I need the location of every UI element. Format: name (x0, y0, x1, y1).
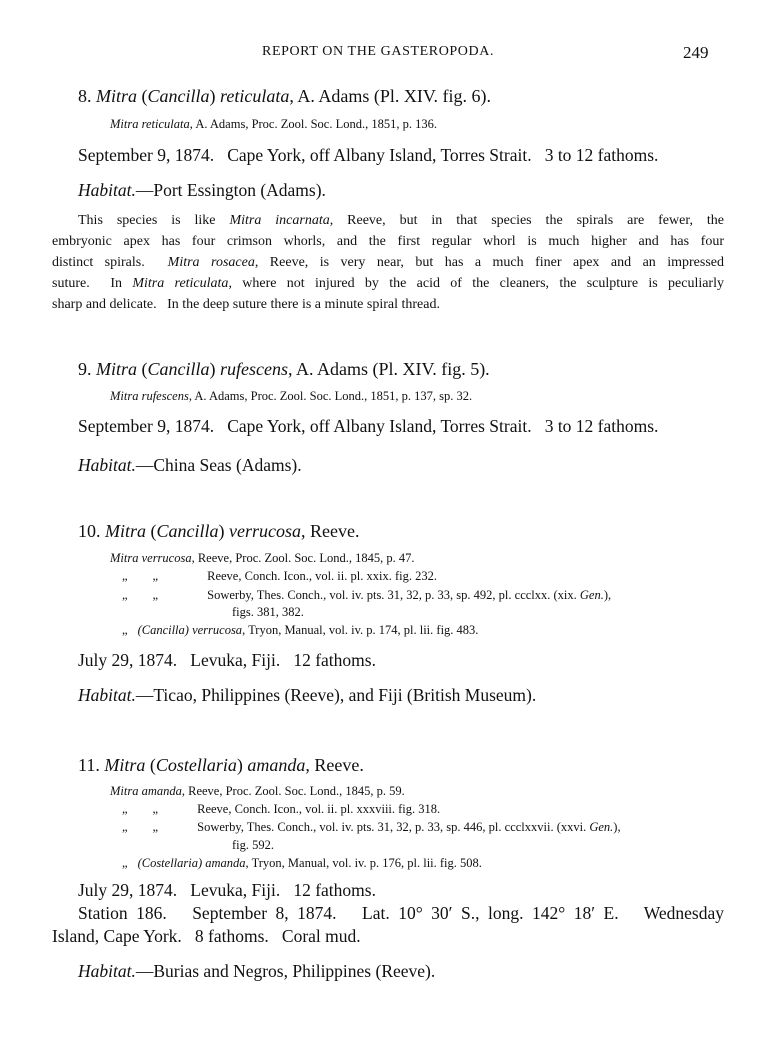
entry-heading: 11. Mitra (Costellaria) amanda, Reeve. (78, 755, 364, 775)
description-line (52, 276, 724, 292)
genus-abbrev: Gen. (589, 820, 614, 834)
synonym-ref: A. Adams, Proc. Zool. Soc. Lond., 1851, p. 136. (195, 117, 437, 131)
station-record (78, 145, 658, 166)
habitat-text: —Port Essington (Adams). (135, 180, 326, 200)
genus: Mitra (104, 755, 146, 775)
synonym-ref: A. Adams, Proc. Zool. Soc. Lond., 1851, p. 137, sp. 32. (194, 389, 473, 403)
habitat-text: —China Seas (Adams). (135, 455, 302, 475)
record-text: July 29, 1874. Levuka, Fiji. 12 fathoms. (78, 880, 376, 900)
habitat-line (78, 685, 536, 706)
entry-heading: 10. Mitra (Cancilla) verrucosa, Reeve. (78, 521, 360, 541)
authority: A. Adams (Pl. XIV. fig. 5). (296, 359, 490, 379)
subgenus: Cancilla (147, 86, 210, 106)
synonymy-line (122, 588, 611, 603)
genus: Mitra (96, 359, 138, 379)
desc-text: suture. In (52, 276, 133, 291)
subgenus: Cancilla (156, 521, 219, 541)
subgenus: Cancilla (147, 359, 210, 379)
genus-abbrev: Gen. (579, 588, 604, 602)
description-line (52, 213, 724, 229)
synonym-ref: Sowerby, Thes. Conch., vol. iv. pts. 31, 32, p. 33, sp. 492, pl. ccclxx. (xix. (207, 588, 580, 602)
desc-species: Mitra incarnata (229, 213, 330, 228)
synonym-ref-end: ), (603, 588, 612, 602)
synonym-name: Mitra verrucosa (110, 551, 192, 565)
record-text: Island, Cape York. 8 fathoms. Coral mud. (52, 926, 361, 946)
desc-text: embryonic apex has four crimson whorls, and the first regular whorl is much higher and has four (52, 234, 724, 249)
synonym-name: Mitra reticulata (110, 117, 190, 131)
habitat-line (78, 180, 326, 201)
synonym-ref-end: ), (613, 820, 621, 834)
page-number: 249 (683, 43, 709, 62)
synonym-ref: Reeve, Conch. Icon., vol. ii. pl. xxxviii. fig. 318. (197, 802, 441, 816)
synonymy-line (122, 623, 478, 638)
entry-number: 10. (78, 521, 101, 541)
synonymy-line: Mitra amanda, Reeve, Proc. Zool. Soc. Lond., 1845, p. 59. (110, 784, 405, 798)
description-line (52, 297, 440, 313)
species: reticulata (220, 86, 290, 106)
record-text: July 29, 1874. Levuka, Fiji. 12 fathoms. (78, 650, 376, 670)
ditto-mark: „ (122, 623, 128, 637)
desc-text: , Reeve, but in that species the spirals are fewer, the (329, 213, 724, 228)
subgenus: Costellaria (155, 755, 237, 775)
running-header (0, 44, 776, 64)
synonym-ref: Sowerby, Thes. Conch., vol. iv. pts. 31, 32, p. 33, sp. 446, pl. ccclxxvii. (xxvi. (197, 820, 590, 834)
desc-text: This species is like (78, 213, 230, 228)
synonymy-continuation (232, 838, 274, 853)
synonymy-line (122, 856, 482, 871)
desc-species: Mitra reticulata (132, 276, 229, 291)
habitat-label: Habitat. (78, 180, 136, 200)
synonymy-line: Mitra reticulata, A. Adams, Proc. Zool. Soc. Lond., 1851, p. 136. (110, 117, 437, 131)
desc-text: sharp and delicate. In the deep suture there is a minute spiral thread. (52, 297, 440, 312)
record-text: Station 186. September 8, 1874. Lat. 10° 30′ S., long. 142° 18′ E. Wednesday (78, 903, 724, 923)
synonym-ref: , Tryon, Manual, vol. iv. p. 174, pl. lii. fig. 483. (242, 623, 479, 637)
record-text: September 9, 1874. Cape York, off Albany Island, Torres Strait. 3 to 12 fathoms. (78, 145, 659, 165)
desc-text: , where not injured by the acid of the cleaners, the sculpture is peculiarly (228, 276, 724, 291)
synonymy-line: Mitra rufescens, A. Adams, Proc. Zool. Soc. Lond., 1851, p. 137, sp. 32. (110, 389, 473, 403)
station-record (78, 416, 658, 437)
description-line (52, 255, 724, 271)
synonymy-line (122, 569, 437, 584)
station-record (78, 880, 376, 901)
entry-number: 8. (78, 86, 92, 106)
genus: Mitra (96, 86, 138, 106)
ditto-mark: „ „ (122, 588, 159, 602)
species: verrucosa (229, 521, 301, 541)
ditto-mark: „ „ (122, 820, 159, 834)
authority: Reeve. (314, 755, 364, 775)
synonym-ref: , Tryon, Manual, vol. iv. p. 176, pl. lii. fig. 508. (245, 856, 482, 870)
station-record (78, 650, 376, 671)
entry-number: 11. (78, 755, 100, 775)
entry-heading: 9. Mitra (Cancilla) rufescens, A. Adams (Pl. XIV. fig. 5). (78, 359, 490, 379)
authority: Reeve. (310, 521, 360, 541)
desc-text: distinct spirals. (52, 255, 168, 270)
synonym-name: (Cancilla) verrucosa (137, 623, 243, 637)
station-record (52, 926, 361, 947)
authority: A. Adams (Pl. XIV. fig. 6). (297, 86, 492, 106)
synonymy-line (122, 820, 621, 835)
habitat-label: Habitat. (78, 961, 136, 981)
synonym-name: Mitra rufescens (110, 389, 189, 403)
genus: Mitra (105, 521, 147, 541)
entry-heading: 8. Mitra (Cancilla) reticulata, A. Adams (Pl. XIV. fig. 6). (78, 86, 492, 106)
description-line (52, 234, 724, 250)
record-text: September 9, 1874. Cape York, off Albany Island, Torres Strait. 3 to 12 fathoms. (78, 416, 659, 436)
synonym-name: Mitra amanda (110, 784, 182, 798)
synonym-ref-cont: figs. 381, 382. (232, 605, 304, 619)
habitat-line (78, 961, 435, 982)
synonym-name: (Costellaria) amanda (137, 856, 246, 870)
synonym-ref-cont: fig. 592. (232, 838, 275, 852)
species: rufescens (220, 359, 288, 379)
station-record (52, 903, 724, 924)
synonym-ref: Reeve, Proc. Zool. Soc. Lond., 1845, p. 59. (188, 784, 405, 798)
ditto-mark: „ „ (122, 569, 159, 583)
synonym-ref: Reeve, Conch. Icon., vol. ii. pl. xxix. fig. 232. (207, 569, 437, 583)
habitat-text: —Burias and Negros, Philippines (Reeve). (135, 961, 436, 981)
running-title: REPORT ON THE GASTEROPODA. (262, 44, 495, 59)
synonymy-line (122, 802, 440, 817)
habitat-label: Habitat. (78, 685, 136, 705)
ditto-mark: „ (122, 856, 128, 870)
synonymy-continuation (232, 605, 304, 620)
habitat-text: —Ticao, Philippines (Reeve), and Fiji (British Museum). (135, 685, 537, 705)
synonymy-line: Mitra verrucosa, Reeve, Proc. Zool. Soc. Lond., 1845, p. 47. (110, 551, 415, 565)
ditto-mark: „ „ (122, 802, 159, 816)
desc-text: , Reeve, is very near, but has a much finer apex and an impressed (254, 255, 725, 270)
species: amanda (247, 755, 306, 775)
entry-number: 9. (78, 359, 92, 379)
habitat-line (78, 455, 302, 476)
desc-species: Mitra rosacea (167, 255, 255, 270)
habitat-label: Habitat. (78, 455, 136, 475)
synonym-ref: Reeve, Proc. Zool. Soc. Lond., 1845, p. 47. (197, 551, 415, 565)
